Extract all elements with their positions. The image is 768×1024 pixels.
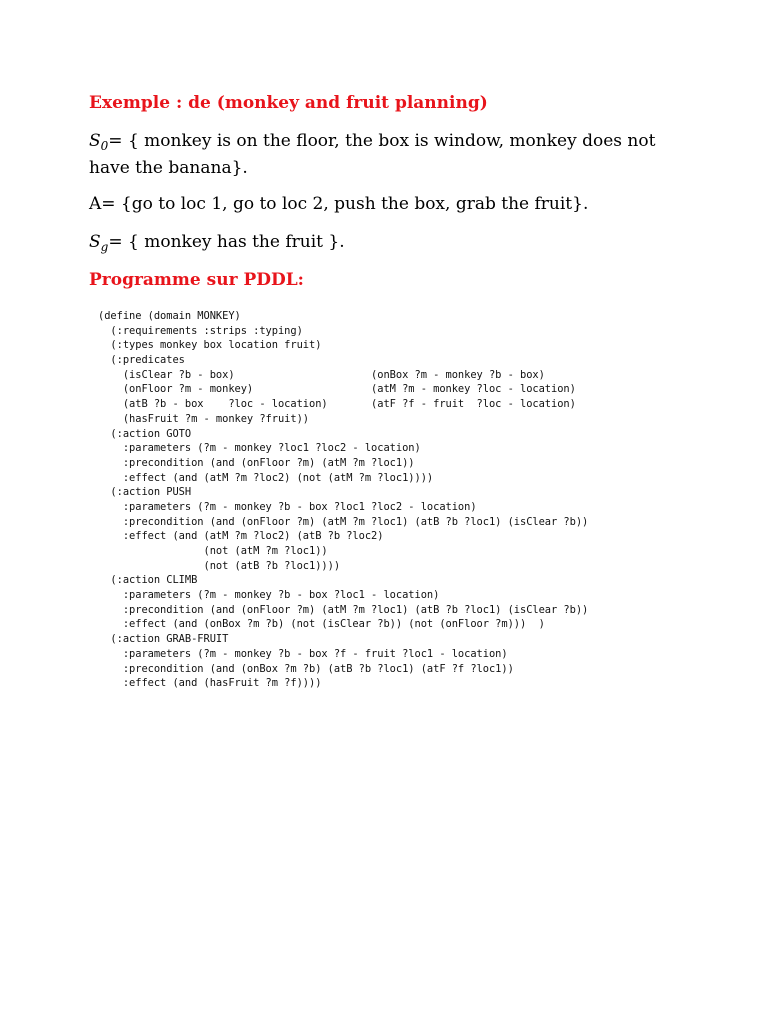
code-line: (atB ?b - box ?loc - location) (atF ?f - fruit ?loc - location) <box>98 398 576 411</box>
code-line: (define (domain MONKEY) <box>98 310 241 322</box>
code-line: :parameters (?m - monkey ?b - box ?loc1 ?loc2 - location) <box>98 500 477 513</box>
code-line: (not (atM ?m ?loc1)) <box>98 545 328 557</box>
code-line: :precondition (and (onFloor ?m) (atM ?m ?loc1) (atB ?b ?loc1) (isClear ?b)) <box>98 515 589 528</box>
page-title: Exemple : de (monkey and fruit planning) <box>89 93 488 113</box>
code-line: :effect (and (onBox ?m ?b) (not (isClear ?b)) (not (onFloor ?m))) ) <box>98 618 545 631</box>
code-line: (onFloor ?m - monkey) (atM ?m - monkey ?loc - location) <box>98 383 576 396</box>
code-line: (not (atB ?b ?loc1)))) <box>98 559 341 572</box>
code-line: (:predicates <box>98 354 185 367</box>
goal-state-symbol: $S_g$ <box>89 232 109 254</box>
pddl-code-block <box>98 309 718 691</box>
code-line: (hasFruit ?m - monkey ?fruit)) <box>98 412 309 425</box>
code-line: :precondition (and (onFloor ?m) (atM ?m ?loc1)) <box>98 456 415 469</box>
code-line: :effect (and (atM ?m ?loc2) (not (atM ?m ?loc1)))) <box>98 471 434 484</box>
code-line: :parameters (?m - monkey ?b - box ?loc1 - location) <box>98 589 440 602</box>
code-line: :precondition (and (onFloor ?m) (atM ?m ?loc1) (atB ?b ?loc1) (isClear ?b)) <box>98 603 589 616</box>
code-line: (:action PUSH <box>98 486 192 499</box>
code-line: (isClear ?b - box) (onBox ?m - monkey ?b - box) <box>98 368 545 381</box>
program-heading: Programme sur PDDL: <box>89 270 304 290</box>
code-line: (:action CLIMB <box>98 574 198 587</box>
goal-state-paragraph <box>89 229 345 256</box>
code-line: (:requirements :strips :typing) <box>98 324 303 337</box>
code-line: :effect (and (atM ?m ?loc2) (atB ?b ?loc2) <box>98 530 384 543</box>
goal-state-text: = { monkey has the fruit }. <box>108 232 345 252</box>
initial-state-paragraph <box>89 128 655 182</box>
code-line: (:action GOTO <box>98 427 192 440</box>
code-line: :parameters (?m - monkey ?loc1 ?loc2 - location) <box>98 442 421 455</box>
code-line: :precondition (and (onBox ?m ?b) (atB ?b ?loc1) (atF ?f ?loc1)) <box>98 662 514 675</box>
code-line: :parameters (?m - monkey ?b - box ?f - fruit ?loc1 - location) <box>98 647 508 660</box>
code-line: (:types monkey box location fruit) <box>98 339 322 352</box>
actions-set: A= {go to loc 1, go to loc 2, push the box, grab the fruit}. <box>89 194 589 214</box>
code-line: (:action GRAB-FRUIT <box>98 633 229 646</box>
initial-state-symbol: $S_0$ <box>89 131 109 153</box>
initial-state-text-line1: = { monkey is on the floor, the box is window, monkey does not <box>108 131 656 151</box>
code-line: :effect (and (hasFruit ?m ?f)))) <box>98 677 322 690</box>
initial-state-text-line2: have the banana}. <box>89 158 248 178</box>
